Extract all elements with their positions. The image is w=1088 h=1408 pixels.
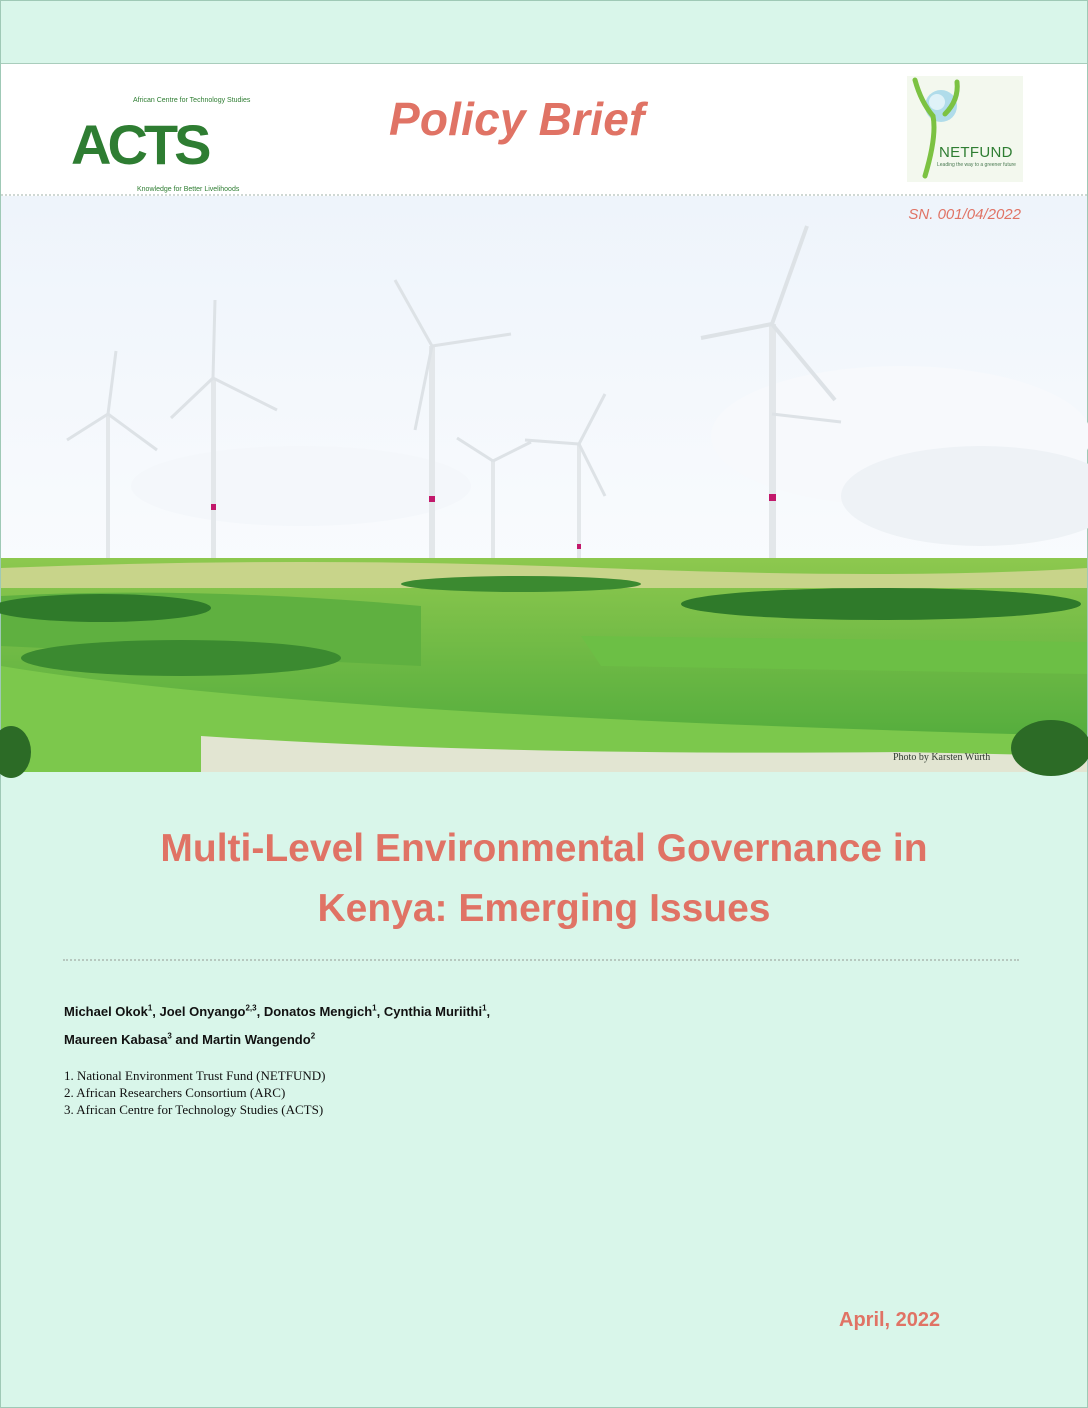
netfund-tagline: Leading the way to a greener future — [937, 162, 1016, 168]
document-title — [61, 819, 1027, 939]
affiliation-item: 3. African Centre for Technology Studies (ACTS) — [64, 1102, 324, 1117]
policy-brief-title: Policy Brief — [389, 93, 645, 145]
netfund-name: NETFUND — [939, 144, 1013, 161]
author-name: Joel Onyango — [159, 1004, 246, 1019]
author-line-2: Maureen Kabasa$^3$ and Martin Wangendo$^2$ — [64, 1031, 316, 1047]
acts-logo — [67, 86, 251, 193]
acts-arc-text: African Centre for Technology Studies — [133, 97, 251, 104]
photo-credit: Photo by Karsten Würth — [893, 752, 991, 763]
acts-tagline: Knowledge for Better Livelihoods — [137, 186, 240, 193]
acts-logo-text: ACTS — [71, 113, 208, 176]
affiliation-item: 2. African Researchers Consortium (ARC) — [64, 1085, 286, 1100]
author-line-1: Michael Okok$^1$, Joel Onyango$^{2,3}$, Donatos Mengich$^1$, Cynthia Muriithi$^1$, — [64, 1003, 491, 1019]
divider — [63, 959, 1019, 961]
author-affiliation-marker: 1 — [482, 1003, 487, 1013]
author-name: Martin Wangendo — [202, 1032, 311, 1047]
serial-number: SN. 001/04/2022 — [908, 206, 1021, 223]
publication-date: April, 2022 — [839, 1309, 941, 1331]
cover-photo-wind-farm — [1, 196, 1087, 772]
author-list — [64, 998, 490, 1054]
document-title-line-2: Kenya: Emerging Issues — [317, 887, 771, 930]
author-name: Cynthia Muriithi — [383, 1004, 483, 1019]
affiliation-item: 1. National Environment Trust Fund (NETFUND) — [64, 1068, 326, 1083]
author-name: Michael Okok — [64, 1004, 148, 1019]
author-affiliation-marker: 1 — [147, 1003, 153, 1013]
author-affiliation-marker: 1 — [372, 1003, 377, 1013]
header — [1, 64, 1087, 196]
author-name: Maureen Kabasa — [64, 1032, 168, 1047]
author-affiliation-marker: 2 — [310, 1031, 316, 1041]
netfund-logo — [907, 76, 1023, 182]
affiliation-list — [64, 1067, 325, 1118]
author-name: Donatos Mengich — [263, 1004, 373, 1019]
top-band — [1, 1, 1087, 64]
author-affiliation-marker: 2,3 — [245, 1003, 257, 1013]
author-affiliation-marker: 3 — [167, 1031, 172, 1041]
document-title-line-1: Multi-Level Environmental Governance in — [160, 827, 928, 870]
